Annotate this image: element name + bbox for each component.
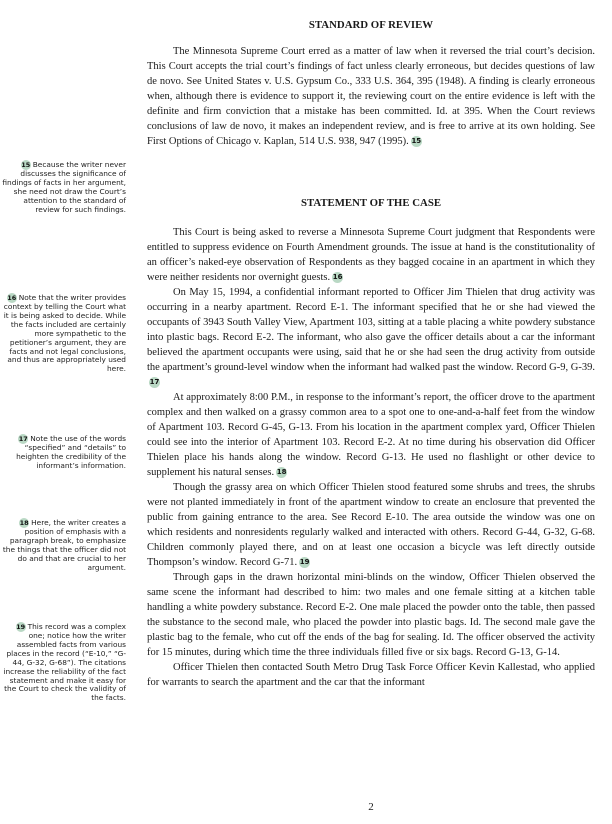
annotation-badge-18: 18 — [276, 468, 287, 476]
note-text: Note that the writer provides context by telling the Court what it is being asked to decide. While the facts included are certainly more sympathetic to the petitioner’s argument, they are facts and not legal conclusions, and thus are appropriately used here. — [3, 293, 126, 374]
annotation-badge-19: 19 — [299, 558, 310, 566]
note-text: This record was a complex one; notice how the writer assembled facts from various places in the record (“E-10,” “G-44, G-32, G-68”). The citations increase the reliability of the fact statement and make it easy for the Court to check the validity of the facts. — [3, 622, 126, 703]
note-text: Because the writer never discusses the significance of findings of facts in her argument, she need not draw the Court’s attention to the standard of review for such findings. — [2, 160, 126, 214]
standard-of-review-heading: STANDARD OF REVIEW — [308, 19, 434, 31]
statement-of-the-case-section — [147, 225, 595, 690]
brief-body — [147, 0, 595, 824]
note-number-badge: 17 — [18, 435, 28, 443]
margin-notes — [2, 0, 126, 824]
case-paragraph-1: This Court is being asked to reverse a Minnesota Supreme Court judgment that Respondents were entitled to suppress evidence on Fourth Amendment grounds. The issue at hand is the constitutionality of an officer’s naked-eye observation of Respondents as they bagged cocaine in an apartment in which they were neither residents nor overnight guests. 16 — [147, 227, 595, 283]
margin-note-16 — [2, 293, 126, 374]
note-number-badge: 18 — [19, 519, 29, 527]
note-number-badge: 16 — [7, 294, 17, 302]
annotation-badge-17: 17 — [149, 378, 160, 386]
annotation-badge-16: 16 — [332, 273, 343, 281]
case-paragraph-2: On May 15, 1994, a confidential informant reported to Officer Jim Thielen that drug activity was occurring in a nearby apartment. Record E-1. The informant specified that he or she had viewed the occupants of 3943 South Valley View, Apartment 103, sitting at a table placing a white powdery substance into plastic bags. Record E-2. The informant, who also gave the officer details about a car the informant believed the apartment occupants were using, said that he or she had seen the drug activity from outside the apartment’s ground-level window when the informant had walked past the window. Record G-9, G-39.17 — [147, 287, 595, 386]
note-text: Here, the writer creates a position of emphasis with a paragraph break, to emphasize the things that the officer did not do and that are crucial to her argument. — [2, 518, 126, 572]
margin-note-15 — [2, 160, 126, 215]
margin-note-19 — [2, 622, 126, 703]
case-paragraph-4: Though the grassy area on which Officer Thielen stood featured some shrubs and trees, the shrubs were not planted immediately in front of the apartment window to create an enclosure that prevented the public from gaining entrance to the area. See Record E-10. The area outside the window was one on which residents and nonresidents regularly walked and interacted with others. Record G-44, G-32, G-68. Children commonly played there, and on at least one occasion a bicycle was left directly outside Thompson’s window. Record G-71. 19 — [147, 482, 595, 568]
case-paragraph-6: Officer Thielen then contacted South Metro Drug Task Force Officer Kevin Kallestad, who applied for warrants to search the apartment and the car that the informant — [147, 662, 595, 688]
note-number-badge: 19 — [16, 623, 26, 631]
annotation-badge-15: 15 — [411, 137, 422, 145]
margin-note-18 — [2, 518, 126, 573]
case-paragraph-5: Through gaps in the drawn horizontal mini-blinds on the window, Officer Thielen observed the same scene the informant had described to him: two males and one female sitting at a kitchen table handling a white powdery substance. Record E-2. One male placed the powder onto the table, then passed the substance to the second male, who placed the powder into plastic bags. Id. The second male gave the plastic bag to the female, who cut off the ends of the bag for sealing. Id. The officer observed the activity for 15 minutes, during which time the three individuals filled five or six bags. Record G-13, G-14. — [147, 572, 595, 658]
page-number: 2 — [368, 801, 374, 813]
note-number-badge: 15 — [21, 161, 31, 169]
margin-note-17 — [2, 434, 126, 471]
note-text: Note the use of the words “specified” and “details” to heighten the credibility of the informant’s information. — [16, 434, 126, 470]
statement-of-the-case-heading: STATEMENT OF THE CASE — [300, 197, 442, 209]
case-paragraph-3: At approximately 8:00 P.M., in response to the informant’s report, the officer drove to the apartment complex and then walked on a grassy common area to a spot one to one-and-a-half feet from the window of Apartment 103. Record G-45, G-13. From his location in the apartment complex yard, Officer Thielen could see into the interior of Apartment 103. Record E-2. At no time during his observation did Officer Thielen place his hands along the window. Record G-13. He used no flashlight or other device to supplement his natural senses. 18 — [147, 392, 595, 478]
standard-of-review-paragraph: The Minnesota Supreme Court erred as a matter of law when it reversed the trial court’s decision. This Court accepts the trial court’s findings of fact unless clearly erroneous, but decides questions of law de novo. See United States v. U.S. Gypsum Co., 333 U.S. 364, 395 (1948). A finding is clearly erroneous when, although there is evidence to support it, the reviewing court on the entire evidence is left with the definite and firm conviction that a mistake has been committed. Id. at 395. When the Court reviews conclusions of law de novo, it makes an independent review, and is free to arrive at its own holding. See First Options of Chicago v. Kaplan, 514 U.S. 938, 947 (1995). 15 — [147, 46, 595, 147]
standard-of-review-section — [147, 44, 595, 149]
